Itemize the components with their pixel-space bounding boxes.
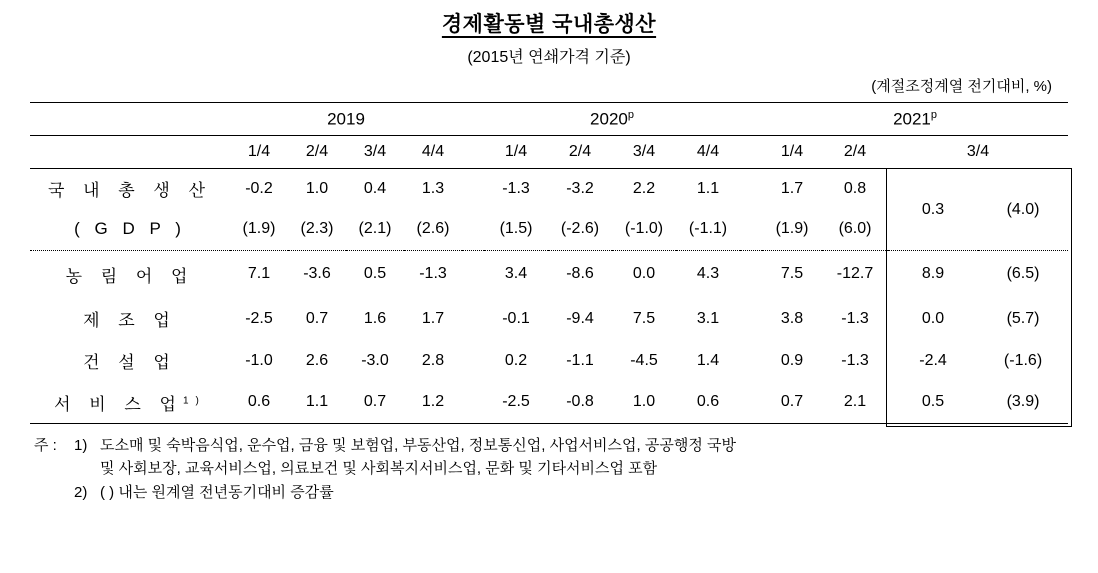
cell-agr-2020-2: -8.6 xyxy=(548,251,612,298)
page-title: 경제활동별 국내총생산 xyxy=(441,13,657,36)
cell-con-2020-4: 1.4 xyxy=(696,351,720,369)
cell-gdp-2020-1: -1.3 xyxy=(484,169,548,209)
cell-gdpyoy-2019-2: (2.3) xyxy=(300,220,334,238)
footnotes xyxy=(34,434,1064,504)
footnote-2-number: 2) xyxy=(74,483,88,501)
row-label-services: 서 비 스 업$^{1)}$ xyxy=(30,382,230,424)
row-gap xyxy=(462,251,484,298)
table-row xyxy=(30,251,1068,298)
cell-agr-2019-1: 7.1 xyxy=(230,251,288,298)
cell-gdp-2019-3: 0.4 xyxy=(346,169,404,209)
header-q-2019-2: 2/4 xyxy=(288,136,346,169)
cell-gdp-2021-3: 0.3 xyxy=(888,169,978,251)
row-label-gdp: 국 내 총 생 산 xyxy=(30,169,230,209)
row-gap xyxy=(740,251,762,298)
cell-agr-2020-1: 3.4 xyxy=(484,251,548,298)
footnote-2-text: ( ) 내는 원계열 전년동기대비 증감률 xyxy=(100,483,334,501)
cell-gdp-2020-4: 1.1 xyxy=(676,169,740,209)
cell-man-2021-3: 0.0 xyxy=(921,309,945,327)
table-header-years xyxy=(30,103,1068,136)
footnote-1-number: 1) xyxy=(74,437,88,454)
cell-agr-2019-3: 0.5 xyxy=(346,251,404,298)
cell-ser-2020-4: 0.6 xyxy=(676,382,740,424)
row-label-agriculture: 농 림 어 업 xyxy=(30,251,230,298)
cell-gdpyoy-2019-3: (2.1) xyxy=(358,220,392,238)
row-label-gdp-abbr: ( G D P ) xyxy=(74,219,186,239)
unit-note: (계절조정계열 전기대비, %) xyxy=(871,78,1052,95)
cell-gdpyoy-2021-1: (1.9) xyxy=(775,220,809,238)
cell-gdp-2021-3-yoy: (4.0) xyxy=(978,169,1068,251)
cell-ser-2021-2: 2.1 xyxy=(822,382,888,424)
footnote-1 xyxy=(34,434,1064,457)
footnote-lead: 주 : xyxy=(34,437,57,454)
cell-ser-2019-3: 0.7 xyxy=(346,382,404,424)
header-year-2021: 2021$^p$ xyxy=(762,103,1068,136)
row-label-manufacturing: 제 조 업 xyxy=(83,311,177,330)
cell-man-2020-2: -9.4 xyxy=(566,309,594,327)
cell-gdpyoy-2019-4: (2.6) xyxy=(416,220,450,238)
cell-man-2019-4: 1.7 xyxy=(421,309,445,327)
gdp-table xyxy=(30,102,1068,424)
cell-con-2019-2: 2.6 xyxy=(305,351,329,369)
cell-man-2020-3: 7.5 xyxy=(632,309,656,327)
cell-ser-2019-1: 0.6 xyxy=(230,382,288,424)
table-row xyxy=(30,382,1068,424)
cell-ser-2021-3-yoy: (3.9) xyxy=(978,382,1068,424)
row-gap xyxy=(462,209,484,251)
row-gap xyxy=(740,340,762,382)
header-q-2021-1: 1/4 xyxy=(762,136,822,169)
cell-gdp-2021-2: 0.8 xyxy=(822,169,888,209)
table-container xyxy=(30,102,1068,424)
page-subtitle: (2015년 연쇄가격 기준) xyxy=(467,49,631,66)
cell-con-2021-1: 0.9 xyxy=(780,351,804,369)
header-year-2020: 2020$^p$ xyxy=(484,103,740,136)
cell-gdp-2020-3: 2.2 xyxy=(612,169,676,209)
row-gap xyxy=(740,298,762,340)
cell-agr-2020-4: 4.3 xyxy=(676,251,740,298)
row-gap xyxy=(740,169,762,209)
header-corner-blank xyxy=(30,103,230,136)
cell-agr-2021-3-yoy: (6.5) xyxy=(978,251,1068,298)
row-gap xyxy=(740,209,762,251)
cell-agr-2021-3: 8.9 xyxy=(888,251,978,298)
row-gap xyxy=(462,340,484,382)
header-q-2020-3: 3/4 xyxy=(612,136,676,169)
header-gap-4 xyxy=(740,136,762,169)
header-year-2019: 2019 xyxy=(230,103,462,136)
cell-agr-2019-4: -1.3 xyxy=(404,251,462,298)
cell-con-2021-3-yoy: (-1.6) xyxy=(1003,351,1043,369)
cell-ser-2020-1: -2.5 xyxy=(484,382,548,424)
cell-gdp-2021-1: 1.7 xyxy=(762,169,822,209)
cell-ser-2021-3: 0.5 xyxy=(888,382,978,424)
cell-con-2019-3: -3.0 xyxy=(361,351,389,369)
cell-con-2019-1: -1.0 xyxy=(245,351,273,369)
cell-ser-2019-4: 1.2 xyxy=(404,382,462,424)
cell-gdpyoy-2019-1: (1.9) xyxy=(242,220,276,238)
cell-con-2020-1: 0.2 xyxy=(504,351,528,369)
footnote-2-lead-blank xyxy=(34,481,74,504)
row-gap xyxy=(462,298,484,340)
cell-gdpyoy-2020-4: (-1.1) xyxy=(688,220,728,238)
cell-man-2021-2: -1.3 xyxy=(841,309,869,327)
cell-gdpyoy-2020-2: (-2.6) xyxy=(560,220,600,238)
cell-agr-2019-2: -3.6 xyxy=(288,251,346,298)
row-gap xyxy=(462,169,484,209)
header-q-2019-1: 1/4 xyxy=(230,136,288,169)
table-row xyxy=(30,298,1068,340)
cell-gdpyoy-2020-1: (1.5) xyxy=(499,220,533,238)
header-q-2020-1: 1/4 xyxy=(484,136,548,169)
row-label-construction: 건 설 업 xyxy=(83,353,177,372)
header-q-2020-2: 2/4 xyxy=(548,136,612,169)
cell-man-2019-2: 0.7 xyxy=(305,309,329,327)
footnote-1-text-cont: 및 사회보장, 교육서비스업, 의료보건 및 사회복지서비스업, 문화 및 기타서비스업 포함 xyxy=(100,460,658,478)
cell-con-2020-2: -1.1 xyxy=(566,351,594,369)
cell-man-2019-1: -2.5 xyxy=(245,309,273,327)
cell-man-2021-1: 3.8 xyxy=(780,309,804,327)
cell-con-2019-4: 2.8 xyxy=(421,351,445,369)
cell-man-2020-1: -0.1 xyxy=(502,309,530,327)
cell-ser-2020-3: 1.0 xyxy=(612,382,676,424)
row-gap xyxy=(462,382,484,424)
table-row xyxy=(30,340,1068,382)
cell-agr-2021-1: 7.5 xyxy=(762,251,822,298)
cell-con-2020-3: -4.5 xyxy=(630,351,658,369)
cell-con-2021-3: -2.4 xyxy=(919,351,947,369)
header-gap-2 xyxy=(740,103,762,136)
cell-gdpyoy-2020-3: (-1.0) xyxy=(624,220,664,238)
cell-man-2021-3-yoy: (5.7) xyxy=(1006,309,1040,327)
cell-gdpyoy-2021-2: (6.0) xyxy=(838,220,872,238)
cell-ser-2019-2: 1.1 xyxy=(288,382,346,424)
header-gap-1 xyxy=(462,103,484,136)
footnote-1-text: 도소매 및 숙박음식업, 운수업, 금융 및 보험업, 부동산업, 정보통신업, 사업서비스업, 공공행정 국방 xyxy=(100,437,736,454)
cell-man-2019-3: 1.6 xyxy=(363,309,387,327)
header-q-2021-3: 3/4 xyxy=(888,136,1068,169)
cell-gdp-2019-4: 1.3 xyxy=(404,169,462,209)
cell-ser-2020-2: -0.8 xyxy=(548,382,612,424)
cell-gdp-2019-2: 1.0 xyxy=(288,169,346,209)
cell-gdp-2020-2: -3.2 xyxy=(548,169,612,209)
cell-con-2021-2: -1.3 xyxy=(841,351,869,369)
header-gap-3 xyxy=(462,136,484,169)
cell-agr-2021-2: -12.7 xyxy=(822,251,888,298)
cell-gdp-2019-1: -0.2 xyxy=(230,169,288,209)
header-q-2019-4: 4/4 xyxy=(404,136,462,169)
footnote-2 xyxy=(34,481,1064,504)
header-q-2019-3: 3/4 xyxy=(346,136,404,169)
cell-man-2020-4: 3.1 xyxy=(696,309,720,327)
header-q-2021-2: 2/4 xyxy=(822,136,888,169)
row-gap xyxy=(740,382,762,424)
cell-agr-2020-3: 0.0 xyxy=(612,251,676,298)
table-row xyxy=(30,169,1068,209)
header-quarter-blank xyxy=(30,136,230,169)
cell-ser-2021-1: 0.7 xyxy=(762,382,822,424)
header-q-2020-4: 4/4 xyxy=(676,136,740,169)
table-header-quarters xyxy=(30,136,1068,169)
